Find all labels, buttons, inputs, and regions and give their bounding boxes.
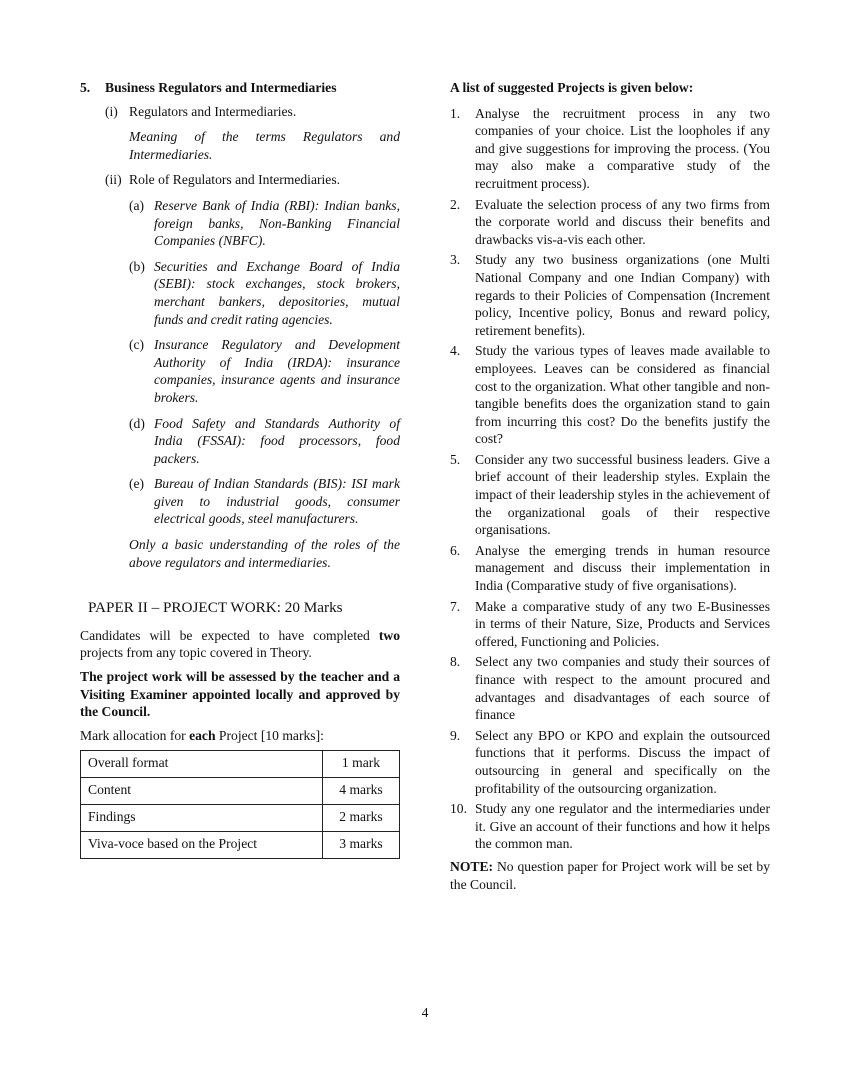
table-cell-item: Viva-voce based on the Project — [81, 832, 323, 859]
table-cell-marks: 2 marks — [323, 805, 400, 832]
project-item — [450, 727, 770, 797]
project-number: 5. — [450, 451, 461, 467]
project-number: 4. — [450, 343, 461, 359]
project-number: 10. — [450, 801, 467, 817]
subsection-label: Role of Regulators and Intermediaries. — [129, 172, 341, 188]
project-number: 1. — [450, 105, 461, 121]
project-text: Select any BPO or KPO and explain the outsourced functions that it performs. Discuss the impact of outsourcing in general and specifically on the profitability of the outsourcing organization. — [475, 727, 770, 796]
project-text: Make a comparative study of any two E-Businesses in terms of their Nature, Size, Products and Services offered, Functioning and Policies. — [475, 598, 770, 649]
note-label: NOTE: — [450, 858, 494, 874]
subsection-number: (i) — [105, 103, 118, 119]
table-row — [81, 805, 400, 832]
subsection-i — [105, 103, 400, 121]
section-heading — [80, 79, 400, 97]
table-row — [81, 751, 400, 778]
project-item — [450, 653, 770, 723]
project-text: Analyse the recruitment process in any two companies of your choice. List the loopholes if any and give suggestions for improving the process. (You may also make a comparative study of the recruitment process). — [475, 105, 770, 191]
note-text: No question paper for Project work will be set by the Council. — [450, 858, 770, 892]
closing-note: Only a basic understanding of the roles of the above regulators and intermediaries. — [129, 537, 400, 570]
text-span: Project [10 marks]: — [215, 727, 324, 743]
list-item — [129, 415, 400, 468]
bold-span: two — [378, 627, 400, 643]
table-cell-item: Content — [81, 778, 323, 805]
candidates-paragraph — [80, 627, 400, 662]
project-number: 3. — [450, 252, 461, 268]
list-item — [129, 197, 400, 250]
table-cell-item: Overall format — [81, 751, 323, 778]
list-item — [129, 258, 400, 328]
subsection-ii — [105, 171, 400, 189]
project-item — [450, 251, 770, 339]
item-letter: (d) — [129, 415, 145, 431]
item-text: Insurance Regulatory and Development Authority of India (IRDA): insurance companies, insurance agents and insurance brokers. — [154, 337, 400, 405]
item-text: Securities and Exchange Board of India (SEBI): stock exchanges, stock brokers, merchant bankers, depositories, mutual funds and credit rating agencies. — [154, 258, 400, 327]
table-row — [81, 832, 400, 859]
projects-heading: A list of suggested Projects is given below: — [450, 80, 694, 95]
subsection-description: Meaning of the terms Regulators and Intermediaries. — [129, 129, 400, 162]
project-text: Study any two business organizations (one Multi National Company and one Indian Company) with regards to their Policies of Compensation (Increment policy, Incentive policy, Bonus and reward policy, retirement benefits). — [475, 252, 770, 338]
project-item — [450, 342, 770, 448]
list-item — [129, 475, 400, 528]
item-letter: (a) — [129, 197, 145, 213]
project-text: Study the various types of leaves made available to employees. Leaves can be considered as financial cost to the organization. What other tangible and non-tangible benefits does the organization stand to gain from incurring this cost? Do the benefits justify the cost? — [475, 343, 770, 447]
project-number: 8. — [450, 654, 461, 670]
project-number: 6. — [450, 542, 461, 558]
item-text: Reserve Bank of India (RBI): Indian banks, foreign banks, Non-Banking Financial Companies (NBFC). — [154, 197, 400, 249]
item-letter: (c) — [129, 337, 145, 353]
assessment-paragraph: The project work will be assessed by the teacher and a Visiting Examiner appointed locally and approved by the Council. — [80, 669, 400, 720]
project-item — [450, 542, 770, 595]
project-text: Analyse the emerging trends in human resource management and discuss their implementation in India (Comparative study of five organisations). — [475, 542, 770, 594]
project-item — [450, 451, 770, 539]
project-item — [450, 598, 770, 651]
project-item — [450, 800, 770, 853]
note-paragraph — [450, 858, 770, 893]
project-text: Consider any two successful business leaders. Give a brief account of their leadership styles. Explain the impact of their leadership styles in the achievement of the organizational goals of their respective organisations. — [475, 451, 770, 538]
text-span: Mark allocation for — [80, 727, 190, 743]
item-text: Bureau of Indian Standards (BIS): ISI mark given to industrial goods, consumer electrical goods, steel manufacturers. — [154, 476, 400, 527]
table-cell-item: Findings — [81, 805, 323, 832]
text-span: Candidates will be expected to have completed — [80, 627, 379, 643]
allocation-line — [80, 727, 400, 745]
paper-title: PAPER II – PROJECT WORK: 20 Marks — [88, 599, 343, 617]
project-number: 9. — [450, 727, 461, 743]
page-number: 4 — [421, 1005, 429, 1020]
project-text: Evaluate the selection process of any two firms from the corporate world and discuss their benefits and drawbacks vis-a-vis each other. — [475, 196, 770, 247]
table-cell-marks: 3 marks — [323, 832, 400, 859]
project-text: Study any one regulator and the intermediaries under it. Give an account of their functions and how it helps the common man. — [475, 801, 770, 852]
project-item — [450, 196, 770, 249]
right-column — [450, 79, 770, 893]
project-text: Select any two companies and study their sources of finance with respect to the amount procured and advantages and disadvantages of each source of finance — [475, 654, 770, 723]
section-number: 5. — [80, 80, 91, 95]
list-item — [129, 336, 400, 406]
subsection-number: (ii) — [105, 172, 122, 188]
subsection-label: Regulators and Intermediaries. — [129, 103, 297, 119]
table-cell-marks: 4 marks — [323, 778, 400, 805]
project-item — [450, 105, 770, 193]
section-title: Business Regulators and Intermediaries — [105, 80, 337, 95]
project-number: 7. — [450, 598, 461, 614]
bold-span: each — [189, 727, 216, 743]
left-column — [80, 79, 400, 859]
text-span: projects from any topic covered in Theory. — [80, 645, 312, 661]
table-row — [81, 778, 400, 805]
marks-table — [80, 750, 400, 859]
project-number: 2. — [450, 196, 461, 212]
item-letter: (e) — [129, 476, 145, 492]
item-text: Food Safety and Standards Authority of India (FSSAI): food processors, food packers. — [154, 415, 400, 466]
item-letter: (b) — [129, 258, 145, 274]
table-cell-marks: 1 mark — [323, 751, 400, 778]
